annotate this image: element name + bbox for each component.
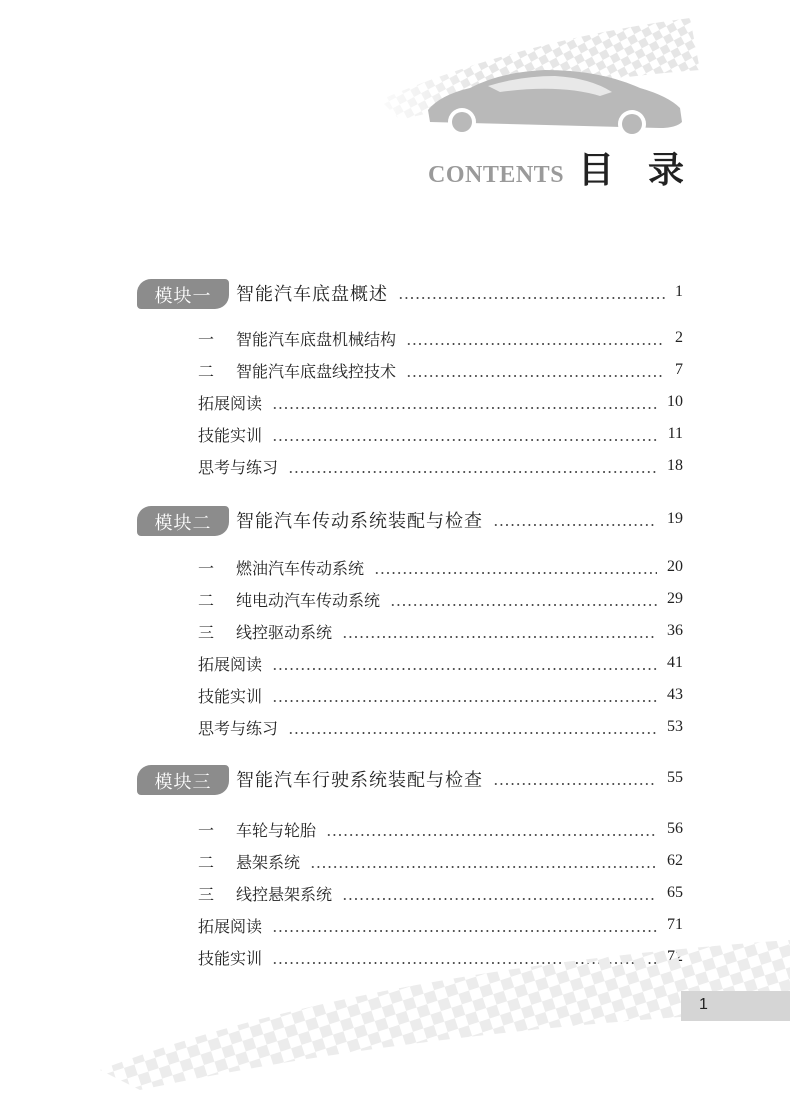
entry-number: 一 bbox=[198, 559, 215, 578]
dot-leader bbox=[493, 524, 657, 526]
entry-number: 三 bbox=[198, 885, 215, 904]
toc-entry-row[interactable] bbox=[0, 391, 790, 417]
entry-title: 技能实训 bbox=[198, 426, 263, 445]
toc-entry-row[interactable] bbox=[0, 620, 790, 646]
entry-title: 车轮与轮胎 bbox=[236, 821, 317, 840]
entry-page-number: 20 bbox=[667, 558, 683, 575]
dot-leader bbox=[390, 604, 657, 606]
dot-leader bbox=[342, 636, 657, 638]
entry-page-number: 18 bbox=[667, 457, 683, 474]
toc-entry-row[interactable] bbox=[0, 588, 790, 614]
dot-leader bbox=[310, 866, 657, 868]
toc-module-row[interactable] bbox=[0, 767, 790, 793]
entry-title: 思考与练习 bbox=[198, 719, 279, 738]
toc-module-row[interactable] bbox=[0, 281, 790, 307]
entry-page-number: 11 bbox=[667, 425, 683, 442]
dot-leader bbox=[272, 439, 658, 441]
entry-title: 线控悬架系统 bbox=[236, 885, 333, 904]
entry-title: 燃油汽车传动系统 bbox=[236, 559, 365, 578]
entry-page-number: 29 bbox=[667, 590, 683, 607]
module-badge bbox=[137, 765, 229, 795]
entry-number: 二 bbox=[198, 362, 215, 381]
entry-title: 智能汽车底盘线控技术 bbox=[236, 362, 397, 381]
entry-title: 拓展阅读 bbox=[198, 394, 263, 413]
entry-title: 技能实训 bbox=[198, 687, 263, 706]
module-badge-label: 模块三 bbox=[154, 772, 212, 793]
toc-entry-row[interactable] bbox=[0, 556, 790, 582]
entry-number: 二 bbox=[198, 591, 215, 610]
entry-number: 一 bbox=[198, 330, 215, 349]
entry-page-number: 1 bbox=[675, 283, 683, 300]
entry-page-number: 41 bbox=[667, 654, 683, 671]
entry-number: 三 bbox=[198, 623, 215, 642]
module-badge bbox=[137, 279, 229, 309]
entry-page-number: 19 bbox=[667, 510, 683, 527]
entry-page-number: 53 bbox=[667, 718, 683, 735]
page-number-tab bbox=[681, 991, 790, 1021]
entry-title: 智能汽车底盘机械结构 bbox=[236, 330, 397, 349]
entry-title: 悬架系统 bbox=[236, 853, 301, 872]
entry-page-number: 7 bbox=[675, 361, 683, 378]
entry-page-number: 2 bbox=[675, 329, 683, 346]
entry-number: 二 bbox=[198, 853, 215, 872]
toc-module-row[interactable] bbox=[0, 508, 790, 534]
toc-entry-row[interactable] bbox=[0, 818, 790, 844]
dot-leader bbox=[493, 783, 657, 785]
dot-leader bbox=[326, 834, 657, 836]
entry-title: 纯电动汽车传动系统 bbox=[236, 591, 381, 610]
entry-page-number: 56 bbox=[667, 820, 683, 837]
dot-leader bbox=[406, 375, 665, 377]
entry-page-number: 71 bbox=[667, 916, 683, 933]
entry-page-number: 62 bbox=[667, 852, 683, 869]
toc-entry-row[interactable] bbox=[0, 850, 790, 876]
entry-number: 一 bbox=[198, 821, 215, 840]
dot-leader bbox=[272, 700, 657, 702]
entry-title: 思考与练习 bbox=[198, 458, 279, 477]
toc-entry-row[interactable] bbox=[0, 359, 790, 385]
entry-title: 智能汽车传动系统装配与检查 bbox=[236, 511, 483, 532]
dot-leader bbox=[272, 668, 657, 670]
module-badge bbox=[137, 506, 229, 536]
toc-entry-row[interactable] bbox=[0, 716, 790, 742]
dot-leader bbox=[288, 471, 657, 473]
entry-title: 拓展阅读 bbox=[198, 655, 263, 674]
toc-entry-row[interactable] bbox=[0, 684, 790, 710]
dot-leader bbox=[288, 732, 657, 734]
toc-title bbox=[428, 142, 718, 193]
footer-checkered-decoration bbox=[0, 900, 790, 1097]
entry-title: 拓展阅读 bbox=[198, 917, 263, 936]
dot-leader bbox=[406, 343, 665, 345]
entry-page-number: 43 bbox=[667, 686, 683, 703]
entry-title: 技能实训 bbox=[198, 949, 263, 968]
module-badge-label: 模块一 bbox=[154, 286, 212, 307]
page-number: 1 bbox=[699, 996, 708, 1013]
entry-page-number: 55 bbox=[667, 769, 683, 786]
entry-page-number: 10 bbox=[667, 393, 683, 410]
toc-entry-row[interactable] bbox=[0, 327, 790, 353]
entry-title: 智能汽车行驶系统装配与检查 bbox=[236, 770, 483, 791]
title-english: CONTENTS bbox=[428, 162, 565, 188]
module-badge-label: 模块二 bbox=[154, 513, 212, 534]
entry-title: 智能汽车底盘概述 bbox=[236, 284, 388, 305]
entry-page-number: 65 bbox=[667, 884, 683, 901]
dot-leader bbox=[398, 297, 665, 299]
title-chinese: 目录 bbox=[578, 150, 719, 191]
entry-page-number: 36 bbox=[667, 622, 683, 639]
toc-entry-row[interactable] bbox=[0, 423, 790, 449]
entry-title: 线控驱动系统 bbox=[236, 623, 333, 642]
dot-leader bbox=[374, 572, 657, 574]
toc-entry-row[interactable] bbox=[0, 652, 790, 678]
dot-leader bbox=[272, 407, 657, 409]
toc-entry-row[interactable] bbox=[0, 455, 790, 481]
